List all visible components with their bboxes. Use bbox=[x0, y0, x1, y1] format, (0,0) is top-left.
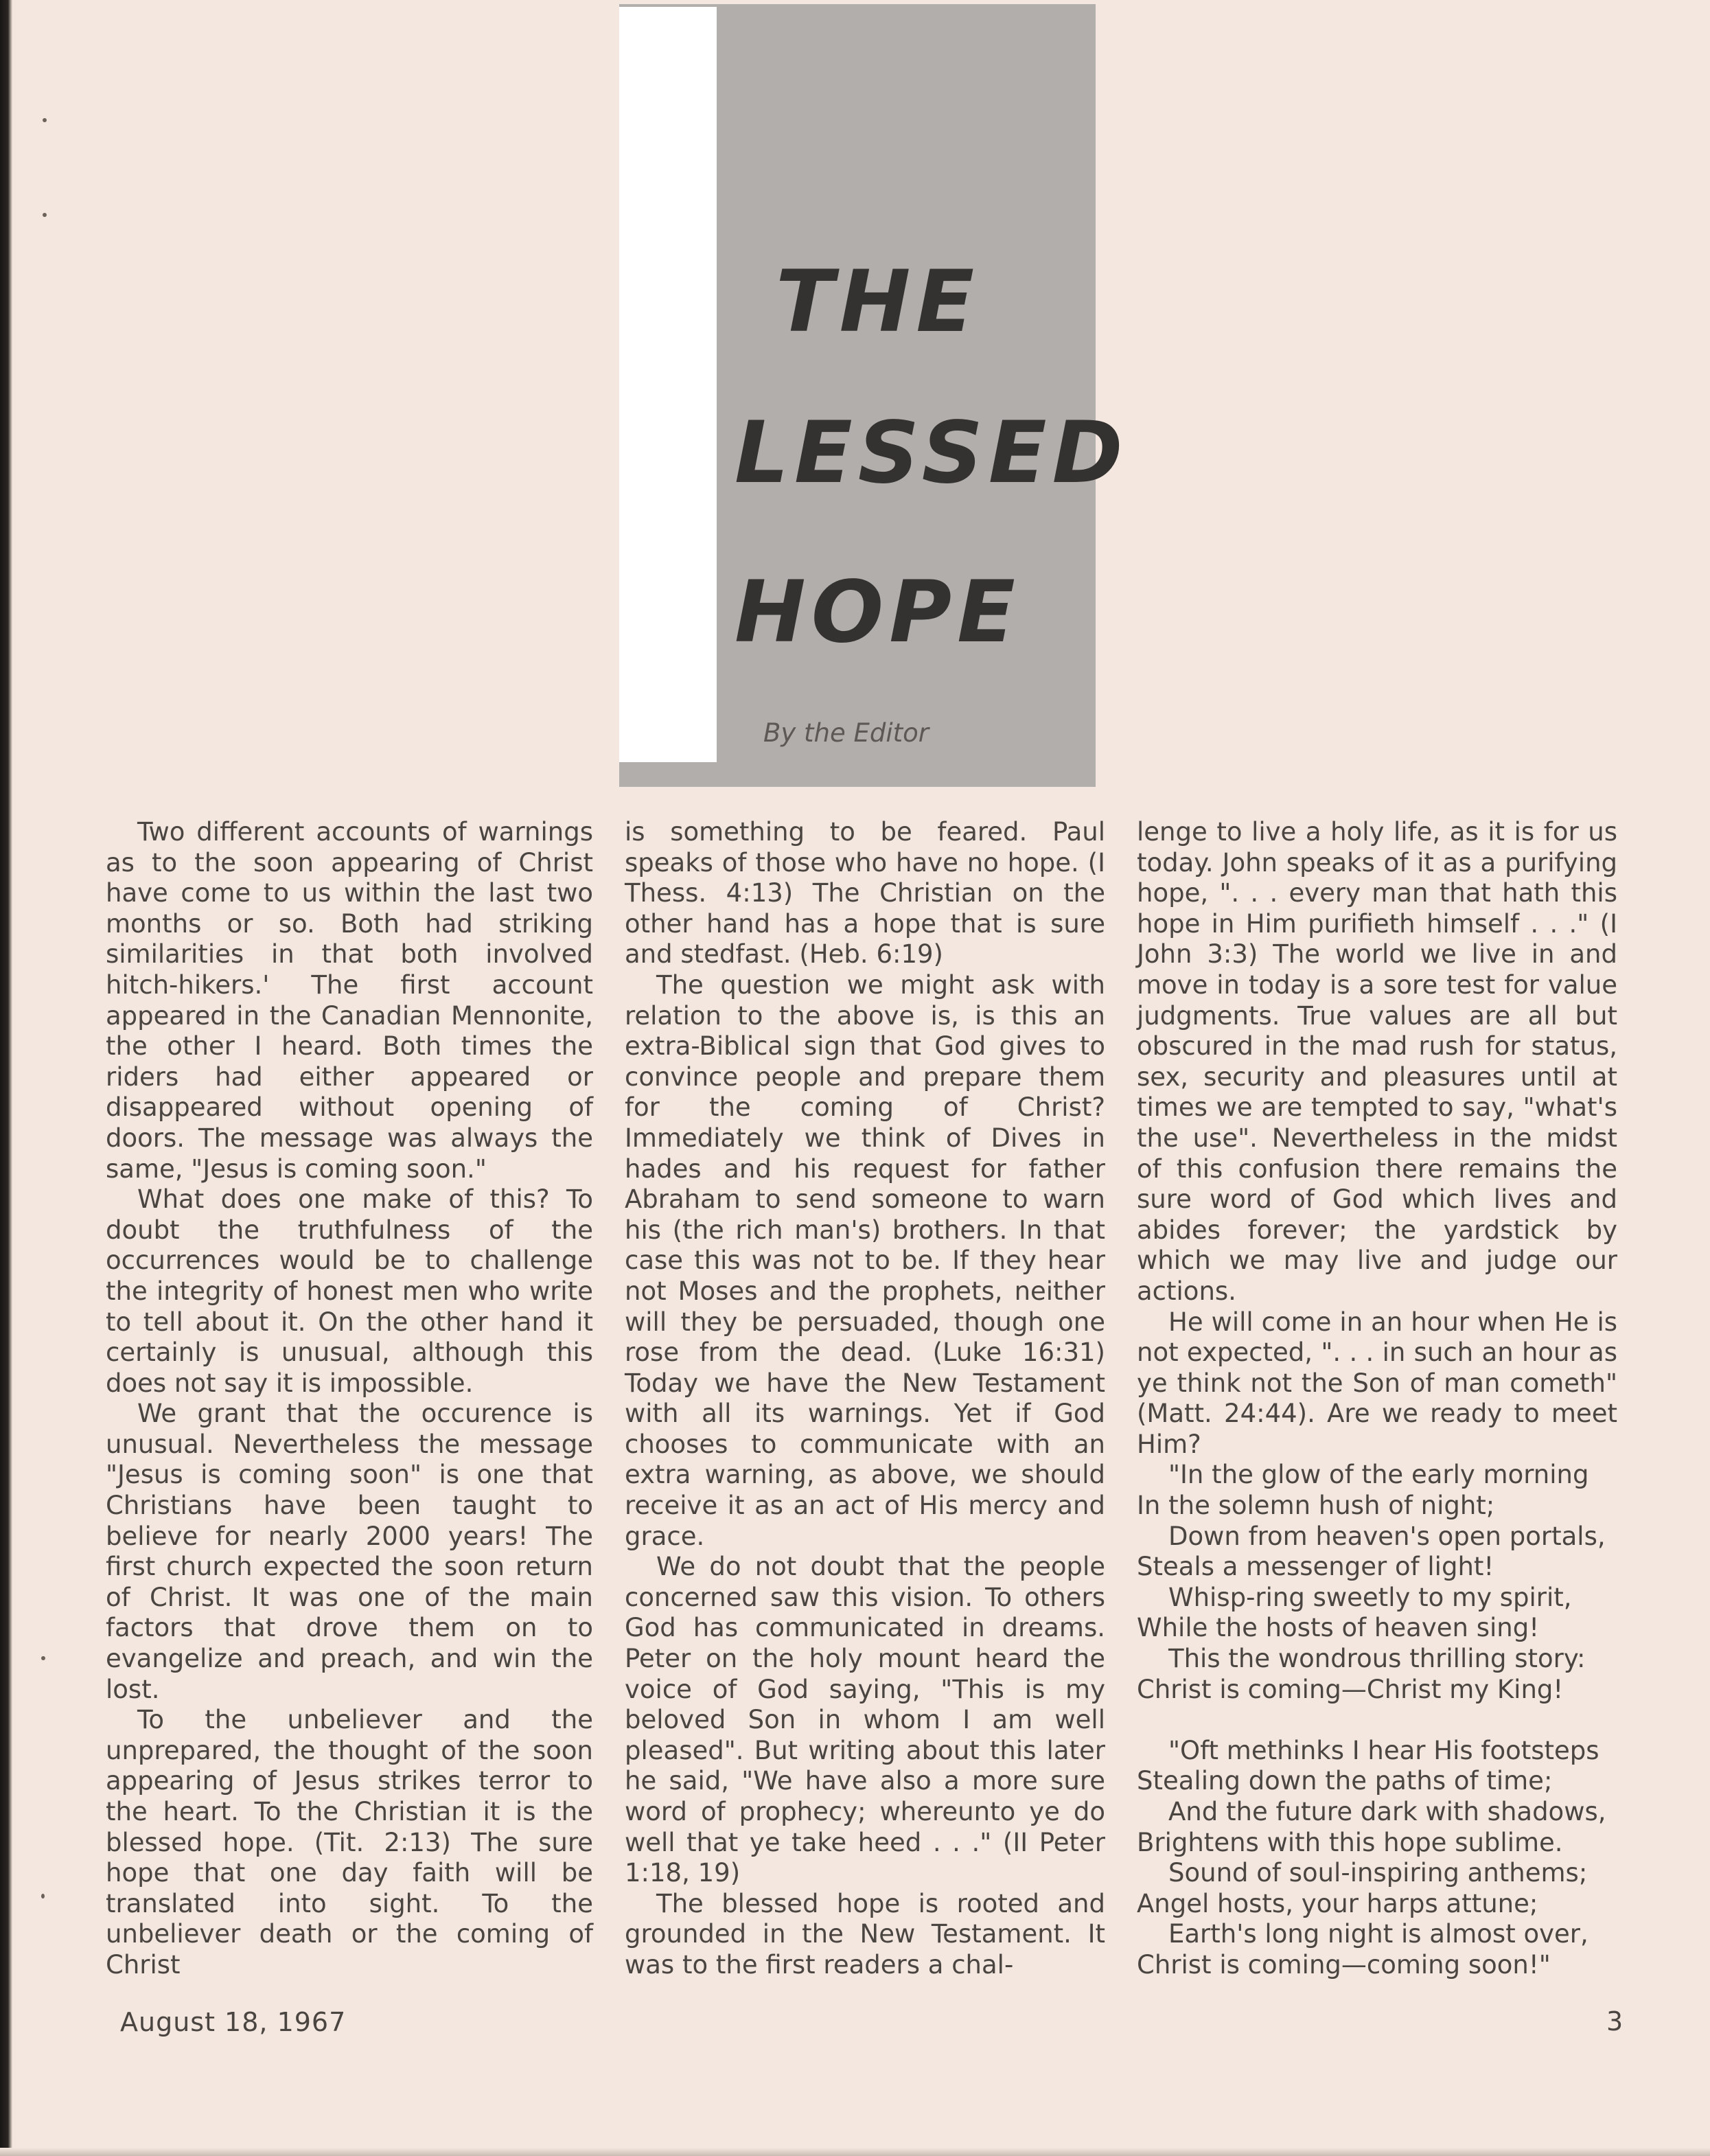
article-paragraph: Two different accounts of warnings as to the soon appearing of Christ have come to us within the last two months or so. Both had striking similarities in that both involved hitch-hikers.' The first account appeared in the Canadian Mennonite, the other I heard. Both times the riders had either appeared or disappeared without opening of doors. The message was always the same, "Jesus is coming soon." bbox=[106, 817, 593, 1184]
poem-line: Christ is coming—coming soon!" bbox=[1137, 1949, 1551, 1980]
poem-line: Earth's long night is almost over, bbox=[1168, 1919, 1588, 1949]
poem-line: "Oft methinks I hear His footsteps bbox=[1168, 1735, 1599, 1765]
poem-line: Steals a messenger of light! bbox=[1137, 1552, 1494, 1582]
article-column-3 bbox=[1137, 817, 1617, 1981]
poem-line: Whisp-ring sweetly to my spirit, bbox=[1168, 1582, 1572, 1612]
poem-line: Stealing down the paths of time; bbox=[1137, 1766, 1553, 1796]
poem-line: Angel hosts, your harps attune; bbox=[1137, 1888, 1538, 1918]
poem-line: Sound of soul-inspiring anthems; bbox=[1168, 1858, 1588, 1888]
poem-line: This the wondrous thrilling story: bbox=[1168, 1644, 1586, 1674]
paper-speck bbox=[41, 1656, 45, 1660]
article-paragraph: The blessed hope is rooted and grounded in the New Testament. It was to the first readers a chal- bbox=[625, 1888, 1105, 1980]
article-paragraph: He will come in an hour when He is not expected, ". . . in such an hour as ye think not the Son of man cometh" (Matt. 24:44). Are we ready to meet Him? bbox=[1137, 1307, 1617, 1459]
poem-line: Down from heaven's open portals, bbox=[1168, 1521, 1606, 1551]
poem-line: In the solemn hush of night; bbox=[1137, 1491, 1495, 1521]
article-column-2 bbox=[625, 817, 1105, 1981]
article-paragraph: The question we might ask with relation to the above is, is this an extra-Biblical sign that God gives to convince people and prepare them for the coming of Christ? Immediately we think of Dives in hades and his request for father Abraham to send someone to warn his (the rich man's) brothers. In that case this was not to be. If they hear not Moses and the prophets, neither will they be persuaded, though one rose from the dead. (Luke 16:31) Today we have the New Testament with all its warnings. Yet if God chooses to communicate with an extra warning, as above, we should receive it as an act of His mercy and grace. bbox=[625, 970, 1105, 1551]
redaction-block bbox=[619, 7, 717, 762]
page-bottom-edge bbox=[0, 2148, 1710, 2156]
poem-line: Christ is coming—Christ my King! bbox=[1137, 1674, 1564, 1704]
title-word-blessed: LESSED bbox=[735, 404, 1129, 503]
continued-paragraph: lenge to live a holy life, as it is for us today. John speaks of it as a purifying hope, ". . . every man that hath this hope in Him purifieth himself . . ." (I John 3:3) The world we live in and move in today is a sore test for value judgments. True values are all but obscured in the mad rush for status, sex, security and pleasures until at times we are tempted to say, "what's the use". Nevertheless in the midst of this confusion there remains the sure word of God which lives and abides forever; the yardstick by which we may live and judge our actions. bbox=[1137, 817, 1617, 1306]
paper-speck bbox=[43, 118, 47, 122]
paper-speck bbox=[41, 1894, 45, 1899]
issue-date: August 18, 1967 bbox=[120, 2007, 347, 2037]
title-word-hope: HOPE bbox=[735, 563, 1021, 662]
poem-line: While the hosts of heaven sing! bbox=[1137, 1613, 1540, 1643]
article-paragraph: What does one make of this? To doubt the truthfulness of the occurrences would be to challenge the integrity of honest men who write to tell about it. On the other hand it certainly is unusual, although this does not say it is impossible. bbox=[106, 1184, 593, 1398]
article-paragraph: We grant that the occurence is unusual. Nevertheless the message "Jesus is coming soon" is one that Christians have been taught to believe for nearly 2000 years! The first church expected the soon return of Christ. It was one of the main factors that drove them on to evangelize and preach, and win the lost. bbox=[106, 1399, 593, 1704]
article-column-1 bbox=[106, 817, 593, 1981]
poem-line: And the future dark with shadows, bbox=[1168, 1797, 1606, 1826]
continued-paragraph: is something to be feared. Paul speaks of those who have no hope. (I Thess. 4:13) The Christian on the other hand has a hope that is sure and stedfast. (Heb. 6:19) bbox=[625, 817, 1105, 970]
article-paragraph: We do not doubt that the people concerned saw this vision. To others God has communicated in dreams. Peter on the holy mount heard the voice of God saying, "This is my beloved Son in whom I am well pleased". But writing about this later he said, "We have also a more sure word of prophecy; whereunto ye do well that ye take heed . . ." (II Peter 1:18, 19) bbox=[625, 1552, 1105, 1888]
article-paragraph: To the unbeliever and the unprepared, the thought of the soon appearing of Jesus strikes terror to the heart. To the Christian it is the blessed hope. (Tit. 2:13) The sure hope that one day faith will be translated into sight. To the unbeliever death or the coming of Christ bbox=[106, 1705, 593, 1980]
page-number: 3 bbox=[1606, 2006, 1624, 2037]
byline: By the Editor bbox=[763, 718, 929, 748]
poem-line: "In the glow of the early morning bbox=[1168, 1460, 1589, 1490]
poem-line: Brightens with this hope sublime. bbox=[1137, 1827, 1563, 1857]
page-binding-edge bbox=[0, 0, 12, 2156]
title-word-the: THE bbox=[776, 253, 980, 352]
paper-speck bbox=[43, 213, 47, 217]
